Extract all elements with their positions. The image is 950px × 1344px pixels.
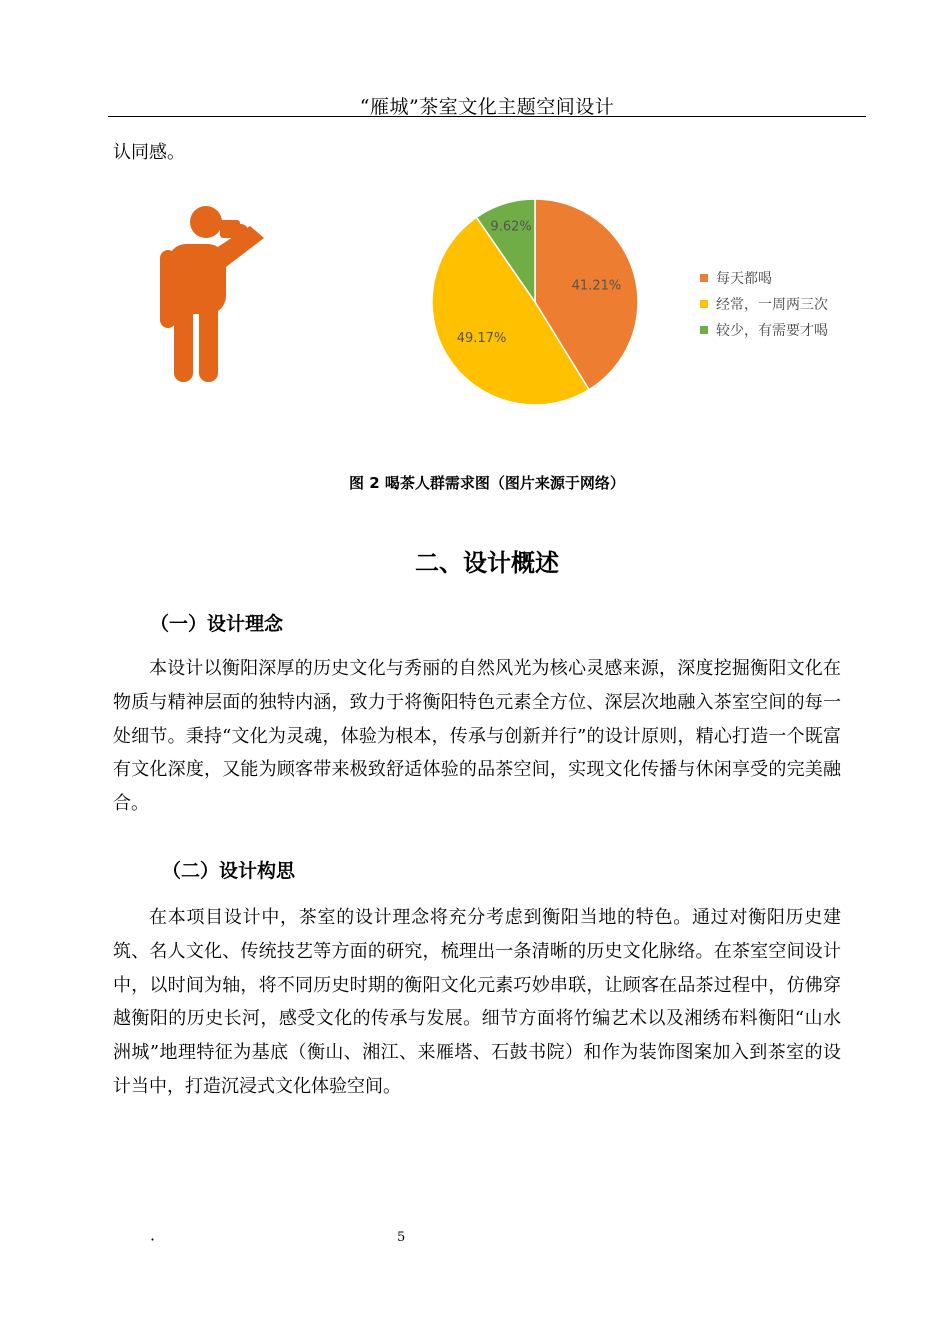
pie-label-0: 41.21% (571, 278, 622, 294)
continuation-text: 认同感。 (113, 142, 185, 163)
legend-item-2 (700, 317, 828, 343)
legend-label-0: 每天都喝 (716, 271, 772, 287)
page-number: 5 (397, 1230, 406, 1245)
person-drinking-icon (160, 200, 270, 385)
figure-caption: 图 2 喝茶人群需求图（图片来源于网络） (349, 474, 625, 492)
legend-label-1: 经常，一周两三次 (716, 297, 828, 313)
subsection-title-design-concept: （一）设计理念 (150, 613, 284, 635)
legend-swatch-2 (700, 326, 708, 334)
legend-swatch-0 (700, 274, 708, 282)
legend-item-0 (700, 265, 828, 291)
header-rule (108, 116, 866, 117)
legend-label-2: 较少，有需要才喝 (716, 323, 828, 339)
pie-label-1: 49.17% (456, 330, 507, 346)
paragraph-design-idea: 在本项目设计中，茶室的设计理念将充分考虑到衡阳当地的特色。通过对衡阳历史建筑、名人文化、传统技艺等方面的研究，梳理出一条清晰的历史文化脉络。在茶室空间设计中，以时间为轴，将不同历史时期的衡阳文化元素巧妙串联，让顾客在品茶过程中，仿佛穿越衡阳的历史长河，感受文化的传承与发展。细节方面将竹编艺术以及湘绣布料衡阳“山水洲城”地理特征为基底（衡山、湘江、来雁塔、石鼓书院）和作为装饰图案加入到茶室的设计当中，打造沉浸式文化体验空间。 (113, 907, 841, 1097)
running-header: “雁城”茶室文化主题空间设计 (359, 96, 615, 118)
pie-chart (418, 195, 678, 410)
pie-label-2: 9.62% (490, 219, 532, 235)
footer-bullet: · (150, 1230, 156, 1249)
chart-legend (700, 265, 828, 343)
subsection-title-design-idea: （二）设计构思 (162, 860, 296, 882)
legend-swatch-1 (700, 300, 708, 308)
section-title: 二、设计概述 (415, 549, 559, 577)
figure-2 (108, 185, 866, 425)
paragraph-design-concept: 本设计以衡阳深厚的历史文化与秀丽的自然风光为核心灵感来源，深度挖掘衡阳文化在物质与精神层面的独特内涵，致力于将衡阳特色元素全方位、深层次地融入茶室空间的每一处细节。秉持“文化为灵魂，体验为根本，传承与创新并行”的设计原则，精心打造一个既富有文化深度，又能为顾客带来极致舒适体验的品茶空间，实现文化传播与休闲享受的完美融合。 (113, 658, 841, 815)
legend-item-1 (700, 291, 828, 317)
